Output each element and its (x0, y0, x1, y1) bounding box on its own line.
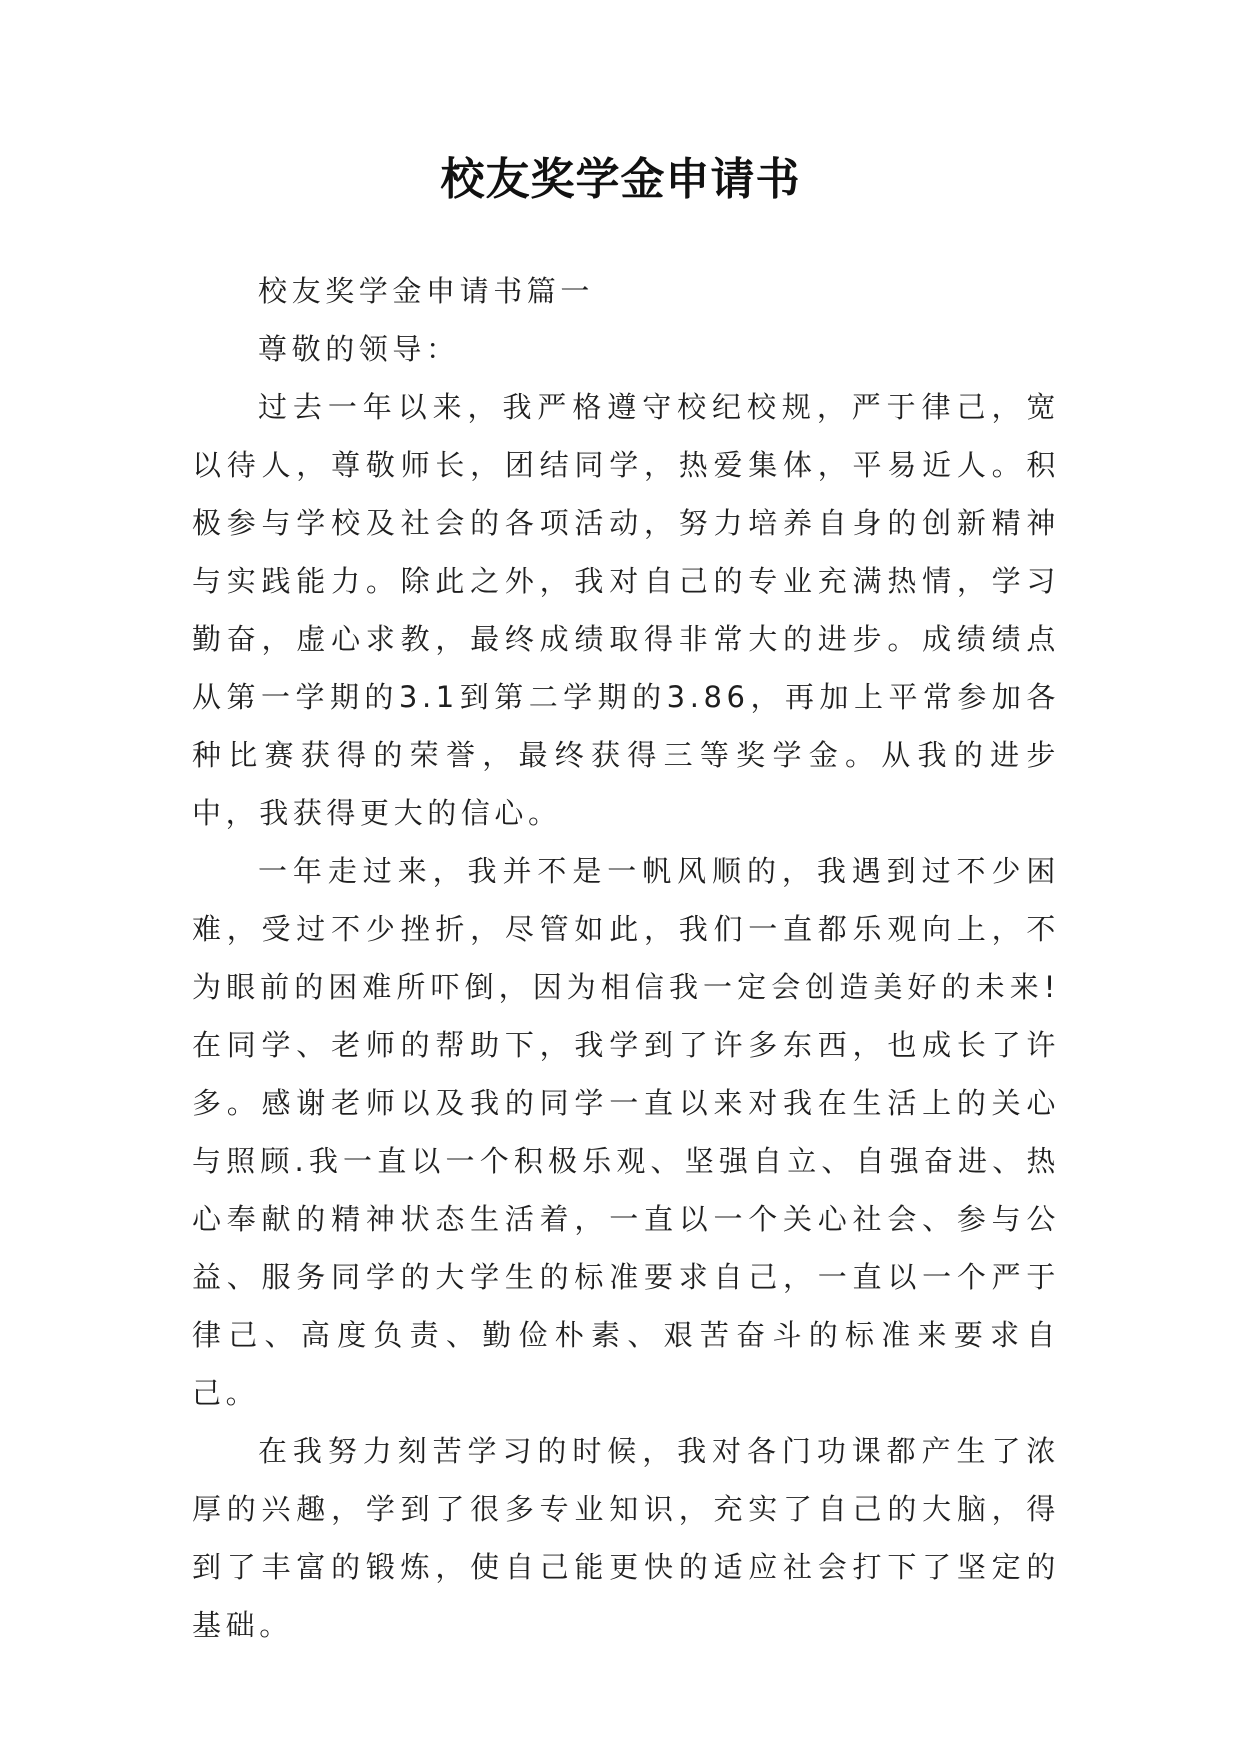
salutation: 尊敬的领导： (258, 332, 460, 366)
document-body (192, 262, 1060, 1654)
paragraph-2: 一年走过来，我并不是一帆风顺的，我遇到过不少困难，受过不少挫折，尽管如此，我们一直都乐观向上，不为眼前的困难所吓倒，因为相信我一定会创造美好的未来!在同学、老师的帮助下，我学到了许多东西，也成长了许多。感谢老师以及我的同学一直以来对我在生活上的关心与照顾.我一直以一个积极乐观、坚强自立、自强奋进、热心奉献的精神状态生活着，一直以一个关心社会、参与公益、服务同学的大学生的标准要求自己，一直以一个严于律己、高度负责、勤俭朴素、艰苦奋斗的标准来要求自己。 (192, 854, 1060, 1410)
paragraph-3: 在我努力刻苦学习的时候，我对各门功课都产生了浓厚的兴趣，学到了很多专业知识，充实了自己的大脑，得到了丰富的锻炼，使自己能更快的适应社会打下了坚定的基础。 (192, 1434, 1060, 1642)
document-title: 校友奖学金申请书 (440, 154, 801, 205)
paragraph-1: 过去一年以来，我严格遵守校纪校规，严于律己，宽以待人，尊敬师长，团结同学，热爱集体，平易近人。积极参与学校及社会的各项活动，努力培养自身的创新精神与实践能力。除此之外，我对自己的专业充满热情，学习勤奋，虚心求教，最终成绩取得非常大的进步。成绩绩点从第一学期的3.1到第二学期的3.86，再加上平常参加各种比赛获得的荣誉，最终获得三等奖学金。从我的进步中，我获得更大的信心。 (192, 390, 1060, 830)
section-heading: 校友奖学金申请书篇一 (258, 274, 595, 308)
